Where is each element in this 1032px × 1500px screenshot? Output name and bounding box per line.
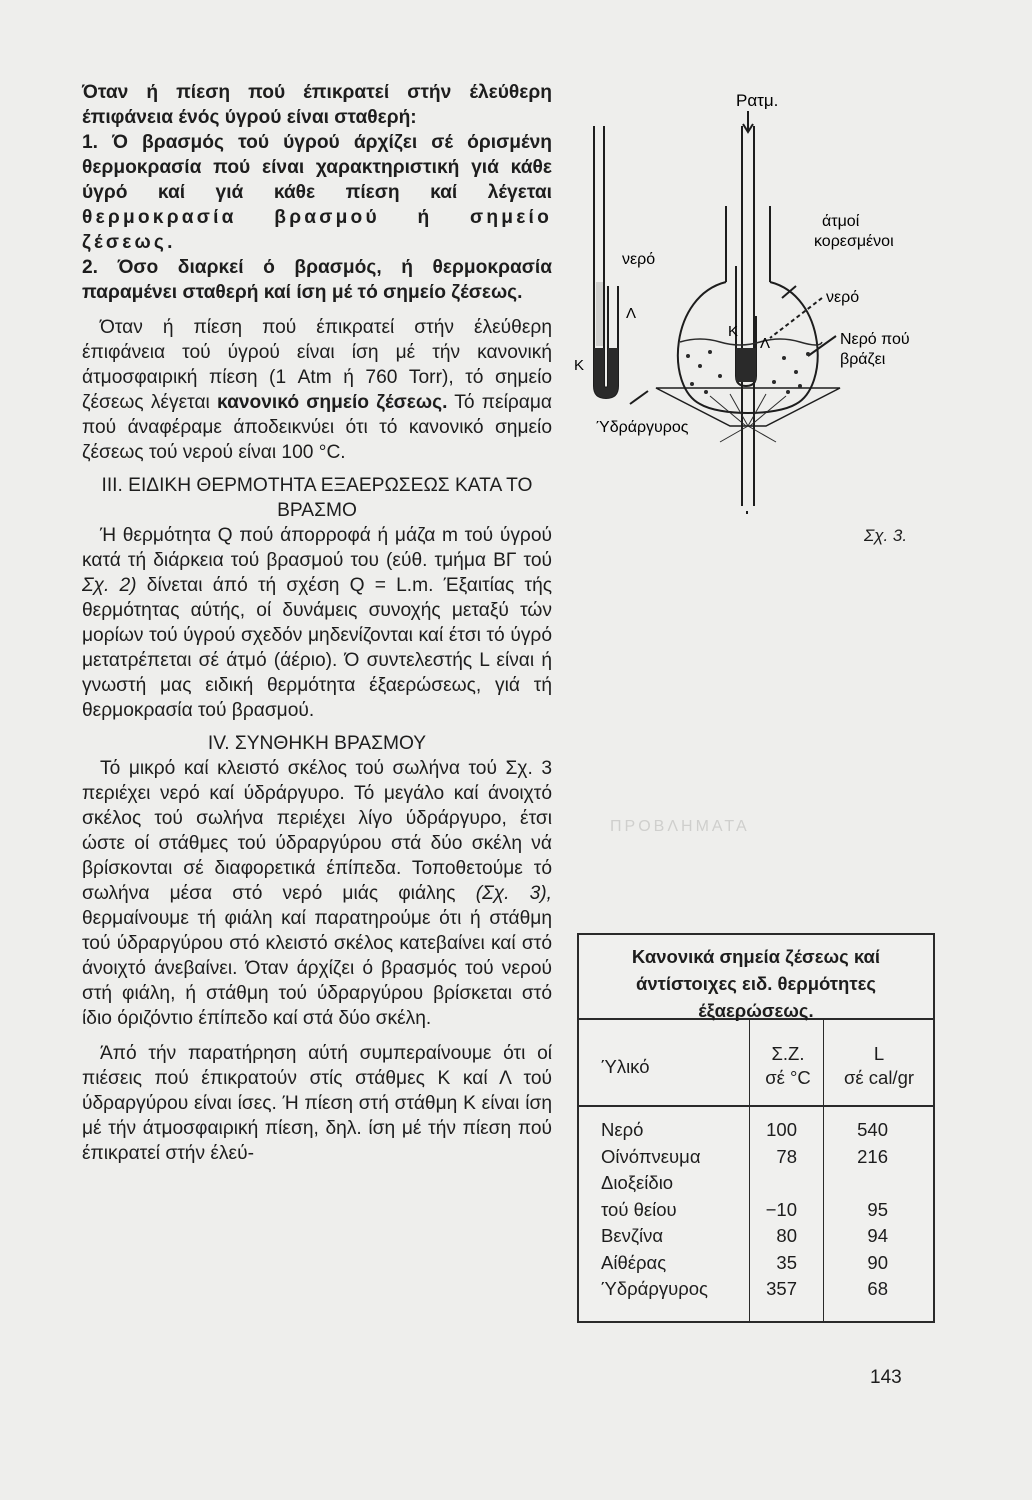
header-boiling-point <box>763 1042 813 1090</box>
label-k-flask: Κ <box>728 323 739 340</box>
label-vapor-1: άτμοί <box>822 213 860 230</box>
header-l-line2: σέ cal/gr <box>843 1067 915 1088</box>
water-surface <box>680 339 822 345</box>
header-l-line1: L <box>873 1043 885 1064</box>
cell-l: 90 <box>867 1251 888 1273</box>
paragraph-conclusion: Άπό τήν παρατήρηση αύτή συμπεραίνουμε ότι οί πιέσεις πού έπικρατούν στίς στάθμες Κ καί Λ τού ύδραργύρου είναι ίσες. Ή πίεση στή στάθμη Κ είναι ίση μέ τήν άτμοσφαιρική πίεση, δηλ. ίση μέ τήν πίεση πού έπικρατεί στήν έλεύ- <box>82 1043 552 1164</box>
label-boiling-2: βράζει <box>840 351 886 368</box>
table-row <box>579 1225 933 1252</box>
figure-ref-2: Σχ. 2) <box>82 575 137 596</box>
header-latent-heat <box>829 1042 929 1090</box>
label-lambda-flask: Λ <box>760 335 771 352</box>
u-tube-inner <box>604 126 608 388</box>
rule-item-1-text: 1. Ό βρασμός τού ύγρού άρχίζει σέ όρισμένη θερμοκρασία πού είναι χαρακτηριστική γιά κάθε ύγρό καί γιά κάθε πίεση καί λέγεται <box>82 132 552 203</box>
cell-bp: 35 <box>776 1251 797 1273</box>
cell-material: τού θείου <box>601 1198 677 1220</box>
flask-neck <box>726 206 770 282</box>
u-tube-mercury <box>594 348 618 398</box>
term-normal-boiling-point: κανονικό σημείο ζέσεως. <box>217 392 448 413</box>
cell-l: 68 <box>867 1278 888 1299</box>
table-title: Κανονικά σημεία ζέσεως καί άντίστοιχες ειδ. θερμότητες έξαερώσεως. <box>579 935 933 1020</box>
rule-intro: Όταν ή πίεση πού έπικρατεί στήν έλεύθερη έπιφάνεια ένός ύγρού είναι σταθερή: <box>82 82 552 128</box>
cell-bp: −10 <box>765 1198 797 1220</box>
heading-section-3: III. ΕΙΔΙΚΗ ΘΕΡΜΟΤΗΤΑ ΕΞΑΕΡΩΣΕΩΣ ΚΑΤΑ ΤΟ ΒΡΑΣΜΟ <box>101 475 533 521</box>
header-bp-line2: σέ °C <box>765 1067 811 1088</box>
label-ratm: Ρατμ. <box>736 91 779 110</box>
table-row <box>579 1252 933 1279</box>
table-header <box>579 1020 933 1107</box>
paragraph-1-text: Όταν ή πίεση πού έπικρατεί στήν έλεύθερη έπιφάνεια τού ύγρού είναι ίση μέ τήν κανονική άτμοσφαιρική πίεση (1 Atm ή 760 Torr), τό σημείο ζέσεως λέγεται <box>82 317 552 413</box>
heading-section-4: IV. ΣΥΝΘΗΚΗ ΒΡΑΣΜΟΥ <box>207 733 427 754</box>
cell-material: Ύδράργυρος <box>601 1278 708 1299</box>
cell-l: 540 <box>857 1119 888 1140</box>
paragraph-1-end: Τό πείραμα πού άναφέραμε άποδεικνύει ότι τό κανονικό σημείο ζέσεως τού νερού είναι 100 °C. <box>82 392 552 463</box>
figure-3-diagram <box>560 86 940 556</box>
cell-material: Νερό <box>601 1119 644 1140</box>
label-lambda-left: Λ <box>626 305 637 322</box>
rule-item-1 <box>82 130 552 255</box>
paragraph-latent-heat <box>82 523 552 723</box>
header-bp-line1: Σ.Ζ. <box>771 1043 805 1064</box>
figure-3-caption: Σχ. 3. <box>864 526 908 545</box>
table-row <box>579 1146 933 1173</box>
flask-bulb <box>678 282 818 413</box>
boiling-points-table <box>577 933 935 1323</box>
pointer-mercury <box>630 391 648 404</box>
cell-bp: 100 <box>766 1119 797 1140</box>
label-water-right: νερό <box>826 289 860 306</box>
label-vapor-2: κορεσμένοι <box>814 233 894 250</box>
paragraph-3-text-a: Τό μικρό καί κλειστό σκέλος τού σωλήνα τού Σχ. 3 περιέχει νερό καί ύδράργυρο. Τό μεγάλο καί άνοιχτό σκέλος τού σωλήνα περιέχει λίγο ύδράργυρο, έτσι ώστε οί στάθμες τού ύδραργύρου στά δύο σκέλη νά βρίσκονται σέ διαφορετικά έπίπεδα. Τοποθετούμε τό σωλήνα μέσα στό νερό μιάς φιάλης <box>82 758 552 904</box>
cell-l: 95 <box>867 1198 888 1220</box>
u-tube-water <box>596 282 603 346</box>
main-text-column <box>82 80 552 1166</box>
cell-bp: 357 <box>766 1278 797 1299</box>
bleed-through-text: ΠΡΟΒΛΗΜΑΤΑ <box>610 818 750 835</box>
cell-material: Αίθέρας <box>601 1251 667 1273</box>
paragraph-2-text-b: δίνεται άπό τή σχέση Q = L.m. Έξαιτίας τής θερμότητας αύτής, οί δυνάμεις συνοχής μεταξύ τών μορίων τού ύγρού σχεδόν μηδενίζονται καί έτσι τό ύγρό μετατρέπεται σέ άτμό (άέριο). Ό συντελεστής L είναι ή γνωστή μας ειδική θερμότητα έξαερώσεως, γιά τή θερμοκρασία τού βρασμού. <box>82 575 552 721</box>
paragraph-2-text-a: Ή θερμότητα Q πού άπορροφά ή μάζα m τού ύγρού κατά τή διάρκεια τού βρασμού του (εύθ. τμήμα ΒΓ τού <box>82 525 552 571</box>
paragraph-3-text-b: θερμαίνουμε τή φιάλη καί παρατηρούμε ότι ή στάθμη τού ύδραργύρου στό κλειστό σκέλος κατεβαίνει καί στό άνοιχτό άνεβαίνει. Όταν άρχίζει ό βρασμός τού νερού στή φιάλη, ή στάθμη τού ύδραργύρου βρίσκεται στό ίδιο όριζόντιο έπίπεδο καί στά δύο σκέλη. <box>82 908 552 1029</box>
cell-material: Βενζίνα <box>601 1225 664 1246</box>
long-tube <box>742 126 754 506</box>
table-row <box>579 1172 933 1199</box>
flask-mercury <box>736 348 756 382</box>
label-water-left: νερό <box>622 251 656 268</box>
table-row <box>579 1199 933 1226</box>
rule-item-2: 2. Όσο διαρκεί ό βρασμός, ή θερμοκρασία παραμένει σταθερή καί ίση μέ τό σημείο ζέσεως. <box>82 257 552 303</box>
cell-material: Οίνόπνευμα <box>601 1145 701 1167</box>
paragraph-boiling-condition <box>82 756 552 1031</box>
cell-bp: 78 <box>776 1145 797 1167</box>
table-row <box>579 1119 933 1146</box>
label-boiling-1: Νερό πού <box>840 331 910 348</box>
flame-rays <box>710 394 786 442</box>
table-row <box>579 1278 933 1305</box>
figure-ref-3: (Σχ. 3), <box>475 883 552 904</box>
cell-material: Διοξείδιο <box>601 1172 674 1193</box>
rule-item-1-term: θερμοκρασία βρασμού ή σημείο ζέσεως. <box>82 207 552 253</box>
table-body <box>579 1107 933 1305</box>
page-number: 143 <box>870 1367 902 1388</box>
label-mercury: Ύδράργυρος <box>596 419 689 436</box>
pointer-boiling <box>808 336 836 356</box>
label-k-left: Κ <box>574 357 585 374</box>
header-material: Ύλικό <box>601 1056 650 1077</box>
cell-l: 216 <box>857 1145 888 1167</box>
cell-l: 94 <box>867 1225 888 1246</box>
paragraph-normal-boiling-point <box>82 315 552 465</box>
cell-bp: 80 <box>776 1225 797 1246</box>
